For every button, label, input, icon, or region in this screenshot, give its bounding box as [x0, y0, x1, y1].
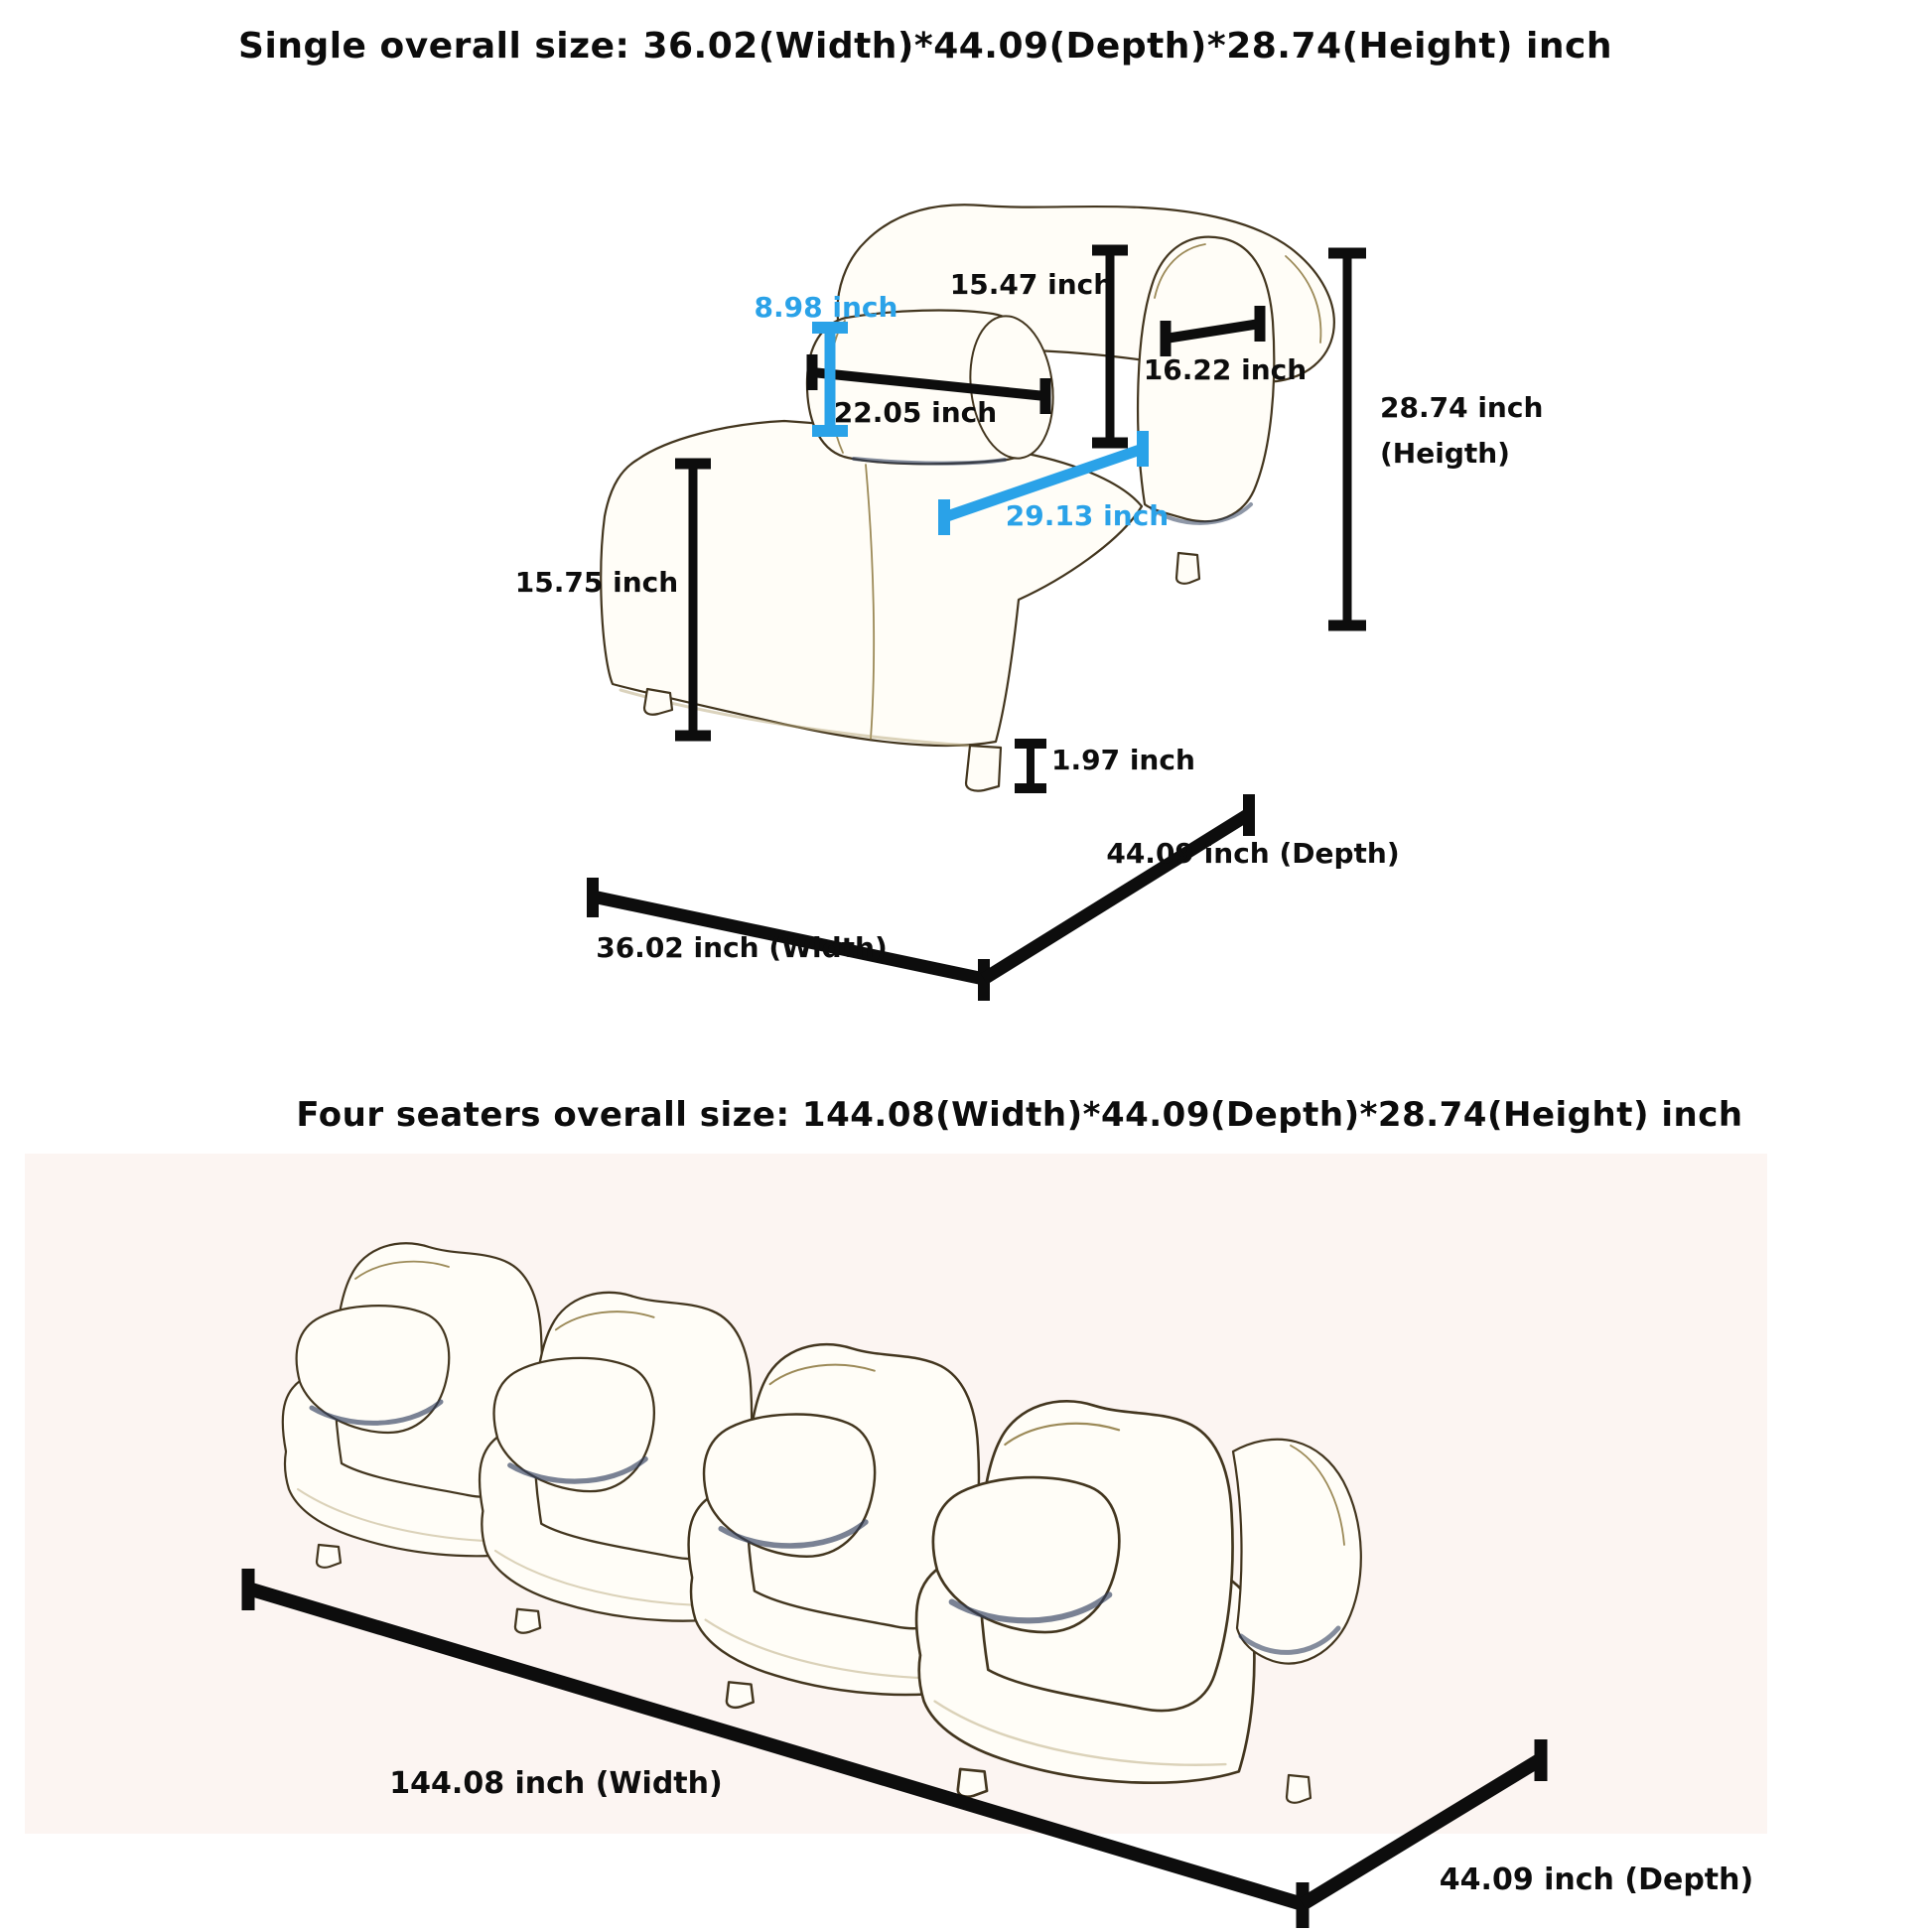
single-depth-bar — [984, 794, 1249, 979]
sofa-foot-right — [1287, 1775, 1311, 1803]
dim-label-seat-height: 15.75 inch — [514, 566, 679, 599]
single-foot-rear — [1176, 553, 1199, 584]
dim-label-overall-height: 28.74 inch — [1380, 391, 1544, 424]
dim-label-seat-diagonal: 29.13 inch — [1005, 499, 1170, 532]
four-section-title: Four seaters overall size: 144.08(Width)*44.09(Depth)*28.74(Height) inch — [296, 1095, 1743, 1135]
single-foot-front — [966, 746, 1001, 791]
leg-height-bar — [1015, 744, 1046, 788]
dim-label-four-width: 144.08 inch (Width) — [389, 1766, 723, 1801]
dim-label-four-depth: 44.09 inch (Depth) — [1439, 1863, 1754, 1897]
dim-label-overall-height-caption: (Heigth) — [1380, 437, 1510, 470]
dim-label-bolster-length: 22.05 inch — [833, 396, 998, 429]
overall-height-bar — [1328, 253, 1366, 625]
single-section-title: Single overall size: 36.02(Width)*44.09(Depth)*28.74(Height) inch — [238, 26, 1612, 67]
dim-label-leg-height: 1.97 inch — [1051, 744, 1195, 776]
dim-label-backrest-width: 16.22 inch — [1143, 353, 1308, 386]
single-foot-left — [644, 689, 672, 715]
dim-label-single-width: 36.02 inch (Width) — [596, 931, 888, 964]
dim-label-bolster-diameter: 8.98 inch — [754, 291, 898, 324]
dim-label-back-height: 15.47 inch — [949, 268, 1114, 301]
dim-label-single-depth: 44.09 inch (Depth) — [1106, 837, 1400, 870]
